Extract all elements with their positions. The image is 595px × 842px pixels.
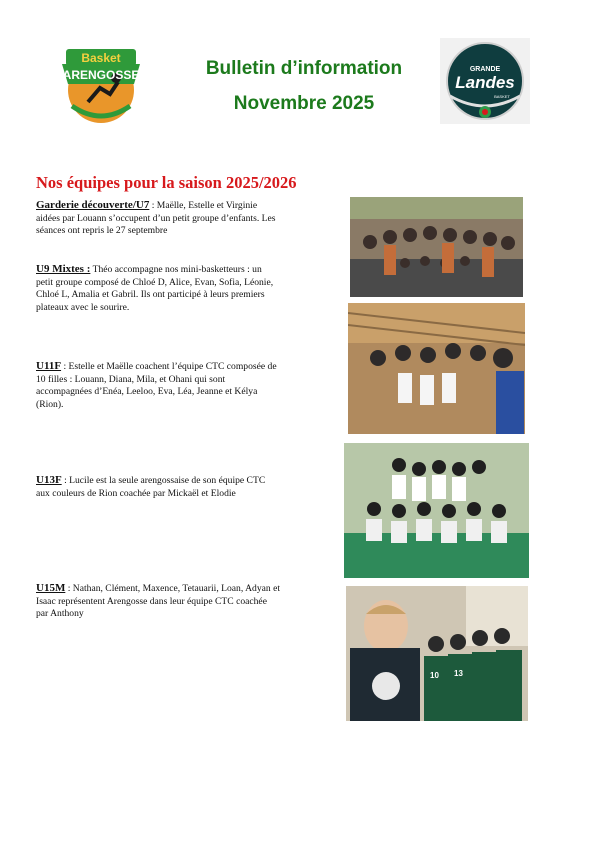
team-label: U11F <box>36 360 62 372</box>
grande-landes-logo <box>440 38 530 124</box>
bulletin-date: Novembre 2025 <box>233 93 375 114</box>
team-label: U9 Mixtes : <box>36 263 91 275</box>
svg-text:13: 13 <box>454 669 463 678</box>
team-text: : Maëlle, Estelle et Virginie aidées par Louann s’occupent d’un petit groupe d’enfants. Les séances ont repris le 27 septembre <box>36 200 276 237</box>
team-label: U13F <box>36 474 62 486</box>
photo-u9-group <box>348 303 525 434</box>
team-label: U15M <box>36 582 66 594</box>
section-title: Nos équipes pour la saison 2025/2026 <box>36 173 297 192</box>
team-text: Théo accompagne nos mini-basketteurs : un petit groupe composé de Chloé D, Alice, Evan, Sofia, Léonie, Chloé L, Amalia et Gabril. Ils ont participé à leurs premiers plateaux avec le sourire. <box>36 264 274 313</box>
team-garderie <box>36 199 281 238</box>
svg-text:GRANDE: GRANDE <box>469 66 501 73</box>
svg-text:Landes: Landes <box>455 73 515 92</box>
team-text: : Lucile est la seule arengossaise de son équipe CTC aux couleurs de Rion coachée par Mickaël et Elodie <box>36 475 266 499</box>
team-label: Garderie découverte/U7 <box>36 199 150 211</box>
team-u15m <box>36 582 281 621</box>
team-text: : Nathan, Clément, Maxence, Tetauarii, Loan, Adyan et Isaac représentent Arengosse dans leur équipe CTC coachée par Anthony <box>36 583 281 620</box>
team-text: : Estelle et Maëlle coachent l’équipe CTC composée de 10 filles : Louann, Diana, Mila, et Ohani qui sont accompagnées d’Enéa, Leeloo, Eva, Léa, Jeanne et Kélya (Rion). <box>36 361 277 410</box>
arengosse-logo <box>58 44 144 126</box>
svg-text:BASKET: BASKET <box>494 94 510 99</box>
svg-text:Basket: Basket <box>81 51 121 65</box>
team-u9 <box>36 263 281 314</box>
photo-u15m-team <box>346 586 528 721</box>
team-u11f <box>36 360 281 411</box>
svg-text:10: 10 <box>430 671 439 680</box>
bulletin-title: Bulletin d’information <box>205 58 403 79</box>
photo-garderie-group <box>350 197 523 297</box>
svg-text:ARENGOSSE: ARENGOSSE <box>62 68 140 82</box>
team-u13f <box>36 474 281 500</box>
photo-u13f-team <box>344 443 529 578</box>
